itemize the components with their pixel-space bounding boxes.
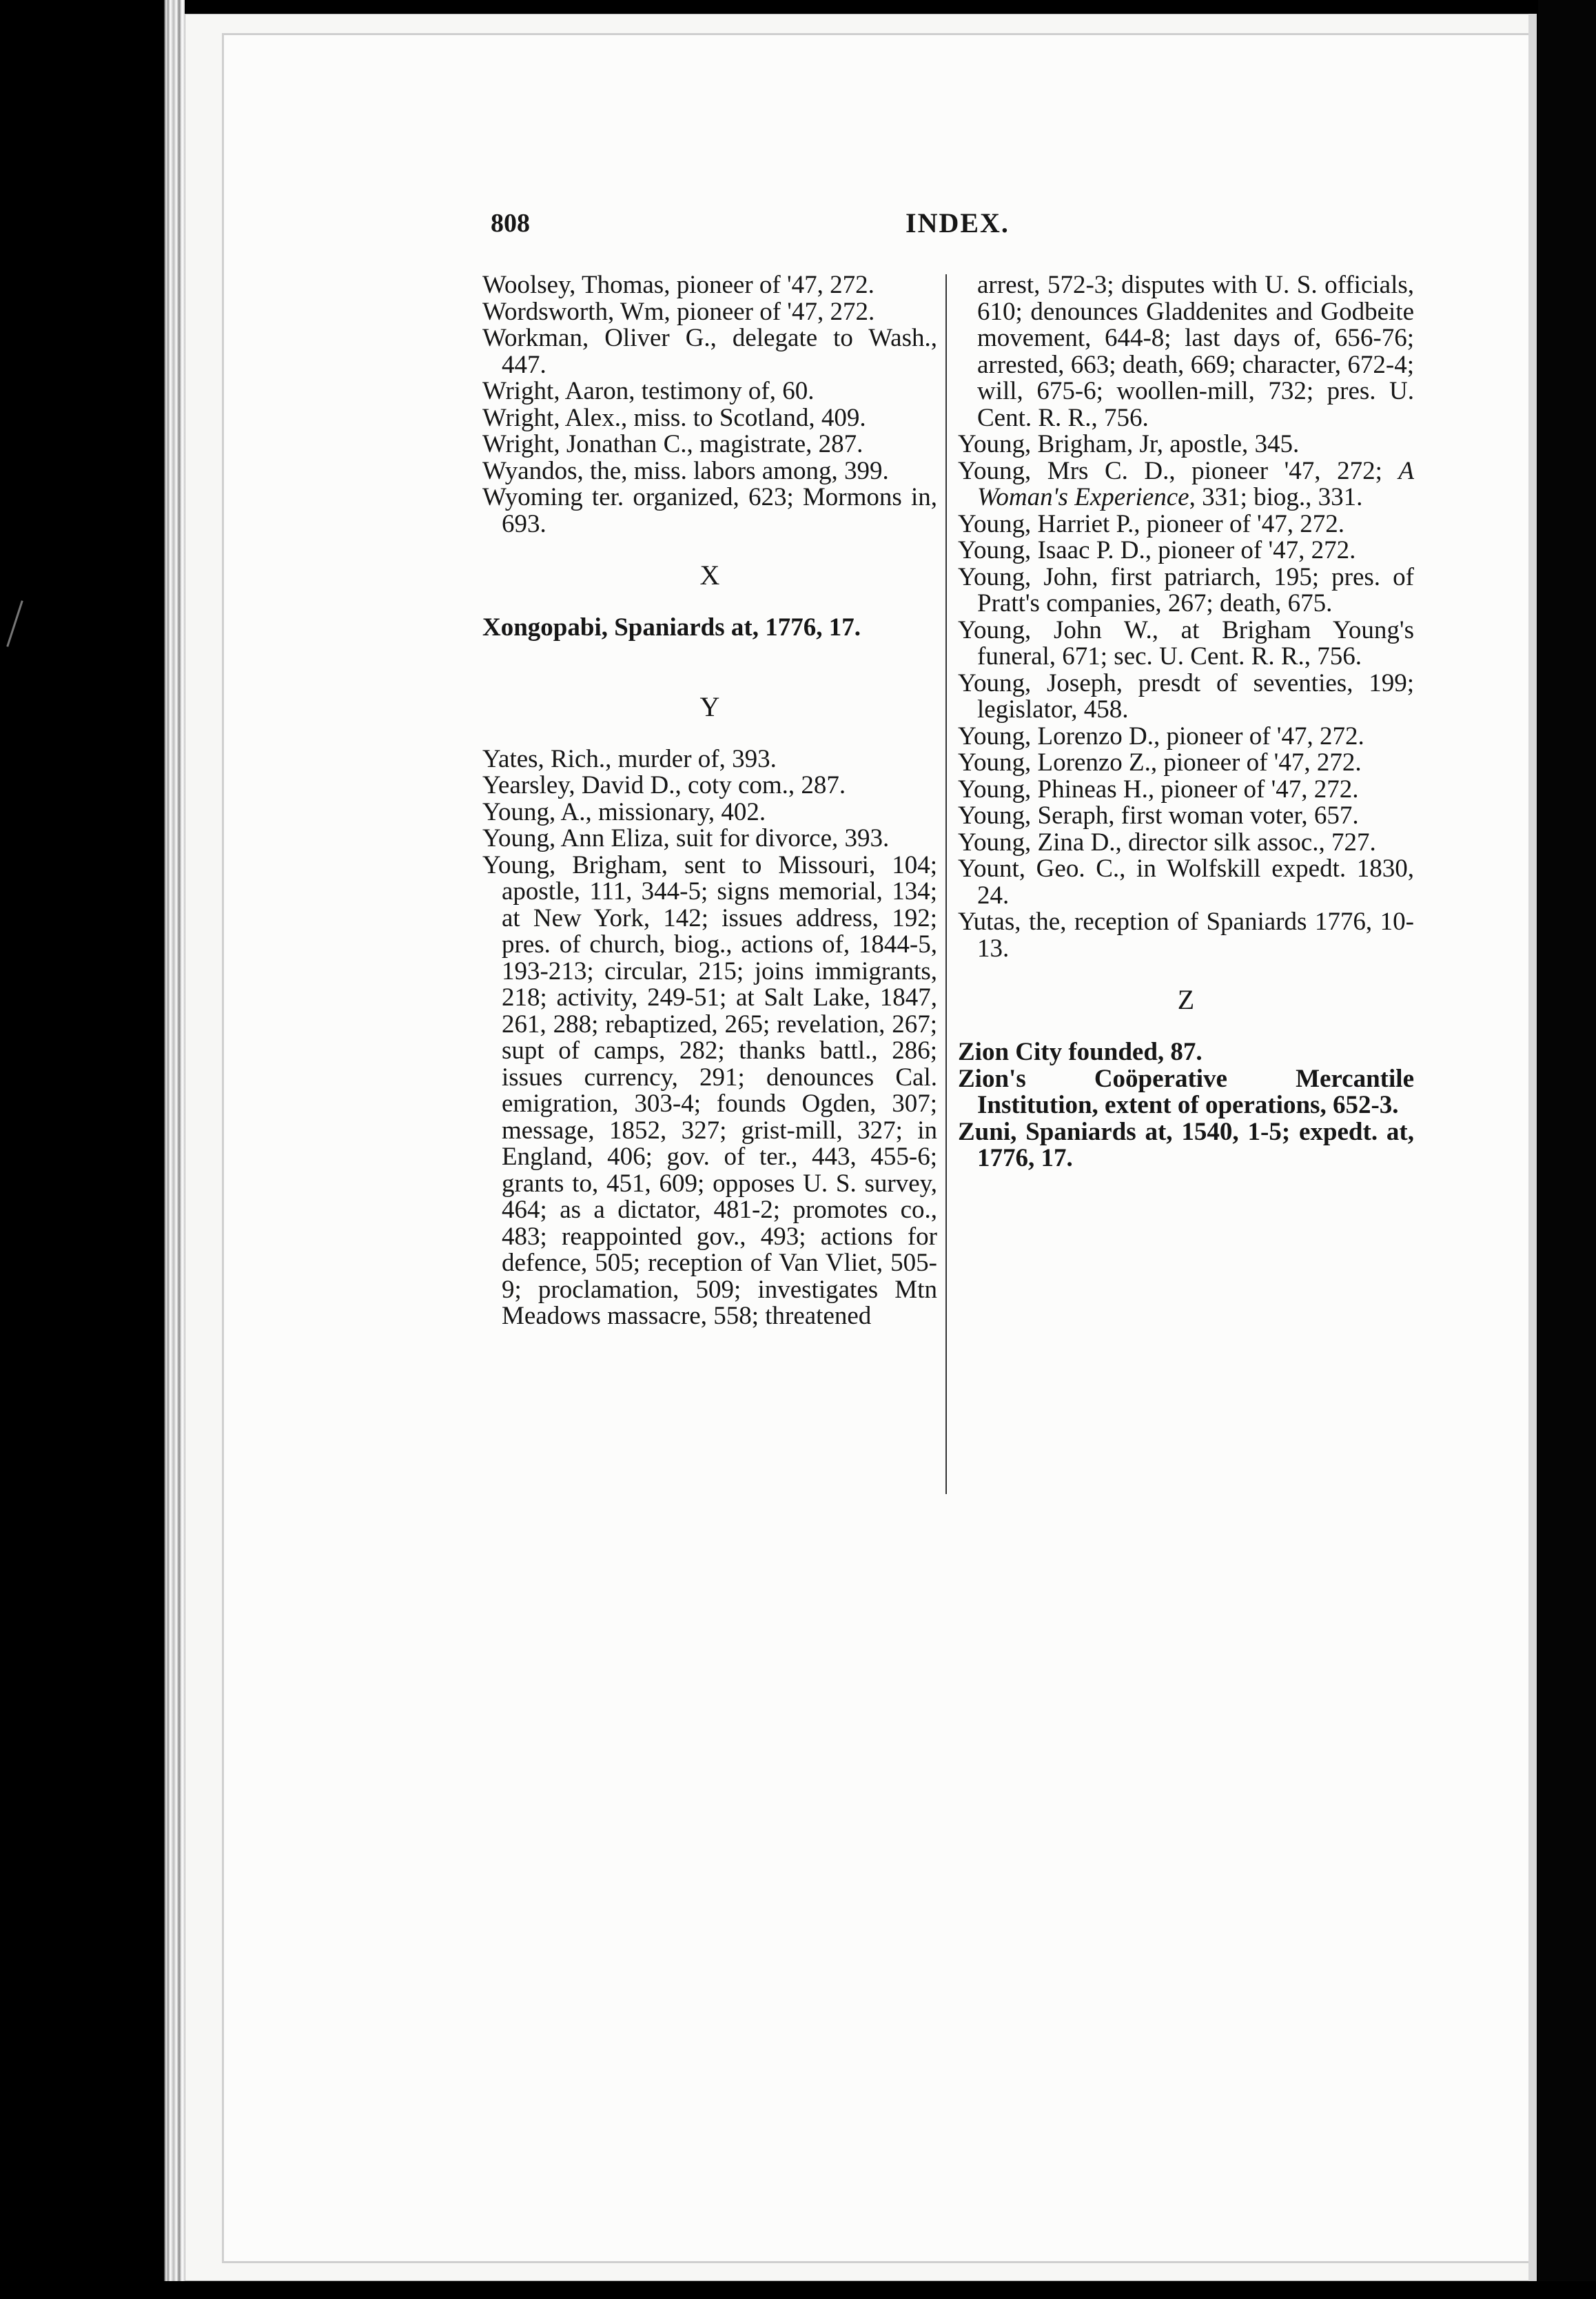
index-entry: Xongopabi, Spaniards at, 1776, 17.: [482, 613, 861, 642]
section-letter-x: X: [699, 560, 720, 591]
index-column-right: [958, 272, 1414, 1172]
index-entry: Yearsley, David D., coty com., 287.: [482, 771, 846, 799]
book-page-edges: [164, 0, 185, 2299]
index-entry: Yount, Geo. C., in Wolfskill expedt. 1830, 24.: [958, 855, 1414, 910]
index-entry-continuation: arrest, 572-3; disputes with U. S. officials, 610; denounces Gladdenites and Godbeite movement, 644-8; last days of, 656-76; arrested, 663; death, 669; character, 672-4; will, 675-6; woollen-mill, 732; pres. U. Cent. R. R., 756.: [977, 271, 1414, 432]
page-right-edge: [1528, 14, 1537, 2281]
index-entry: Young, Ann Eliza, suit for divorce, 393.: [482, 824, 890, 852]
entry-text: Young, Mrs C. D., pioneer '47, 272;: [958, 456, 1382, 485]
index-entry: Yutas, the, reception of Spaniards 1776, 10-13.: [958, 908, 1414, 963]
section-letter-z: Z: [1177, 984, 1195, 1015]
page-number: 808: [491, 209, 530, 238]
section-letter-y: Y: [699, 691, 720, 722]
scan-right-border: [1538, 0, 1596, 2299]
index-entry: Young, Lorenzo D., pioneer of '47, 272.: [958, 722, 1364, 750]
index-entry: Workman, Oliver G., delegate to Wash., 447.: [482, 324, 937, 379]
index-entry: Young, John, first patriarch, 195; pres. of Pratt's companies, 267; death, 675.: [958, 562, 1414, 617]
entry-text: , 331; biog., 331.: [1189, 483, 1363, 511]
index-entry: [958, 458, 1414, 511]
index-entry: Wyandos, the, miss. labors among, 399.: [482, 456, 889, 485]
book-title: A Woman's Experience: [977, 456, 1414, 511]
index-entry: Woolsey, Thomas, pioneer of '47, 272.: [482, 271, 874, 299]
index-entry: Wordsworth, Wm, pioneer of '47, 272.: [482, 297, 875, 326]
page-title: INDEX.: [906, 207, 1010, 238]
index-entry: Wyoming ter. organized, 623; Mormons in, 693.: [482, 483, 937, 538]
index-entry: Young, Isaac P. D., pioneer of '47, 272.: [958, 536, 1356, 564]
index-entry: Young, Phineas H., pioneer of '47, 272.: [958, 775, 1359, 804]
index-entry: Young, Harriet P., pioneer of '47, 272.: [958, 509, 1344, 538]
index-entry: Zion City founded, 87.: [958, 1038, 1203, 1066]
index-entry: Wright, Jonathan C., magistrate, 287.: [482, 430, 863, 458]
index-entry: Zuni, Spaniards at, 1540, 1-5; expedt. at, 1776, 17.: [958, 1117, 1414, 1172]
index-entry: Young, Seraph, first woman voter, 657.: [958, 801, 1359, 830]
index-entry: Wright, Aaron, testimony of, 60.: [482, 377, 815, 405]
index-entry: Young, Brigham, Jr, apostle, 345.: [958, 430, 1300, 458]
index-entry: Young, Zina D., director silk assoc., 727.: [958, 828, 1376, 857]
index-entry: Young, Lorenzo Z., pioneer of '47, 272.: [958, 748, 1362, 777]
scan-artifact-mark: [6, 600, 23, 647]
index-entry: Zion's Coöperative Mercantile Institution, extent of operations, 652-3.: [958, 1064, 1414, 1119]
index-entry: Young, Joseph, presdt of seventies, 199; legislator, 458.: [958, 668, 1414, 724]
scan-bottom-border: [0, 2281, 1596, 2299]
index-entry: Young, John W., at Brigham Young's funeral, 671; sec. U. Cent. R. R., 756.: [958, 615, 1414, 671]
column-divider: [945, 274, 947, 1494]
index-entry: Yates, Rich., murder of, 393.: [482, 744, 777, 773]
index-entry: Young, A., missionary, 402.: [482, 797, 766, 826]
index-entry: Wright, Alex., miss. to Scotland, 409.: [482, 403, 866, 432]
index-column-left: [482, 272, 937, 1330]
running-head: [491, 207, 1025, 241]
index-entry-brigham-young: Young, Brigham, sent to Missouri, 104; apostle, 111, 344-5; signs memorial, 134; at New York, 142; issues address, 192; pres. of church, biog., actions of, 1844-5, 193-213; circular, 215; joins immigrants, 218; activity, 249-51; at Salt Lake, 1847, 261, 288; rebaptized, 265; revelation, 267; supt of camps, 282; thanks battl., 286; issues currency, 291; denounces Cal. emigration, 303-4; founds Ogden, 307; message, 1852, 327; grist-mill, 327; in England, 406; gov. of ter., 443, 455-6; grants to, 451, 609; opposes U. S. survey, 464; as a dictator, 481-2; promotes co., 483; reappointed gov., 493; actions for defence, 505; reception of Van Vliet, 505-9; proclamation, 509; investigates Mtn Meadows massacre, 558; threatened: [482, 850, 937, 1330]
